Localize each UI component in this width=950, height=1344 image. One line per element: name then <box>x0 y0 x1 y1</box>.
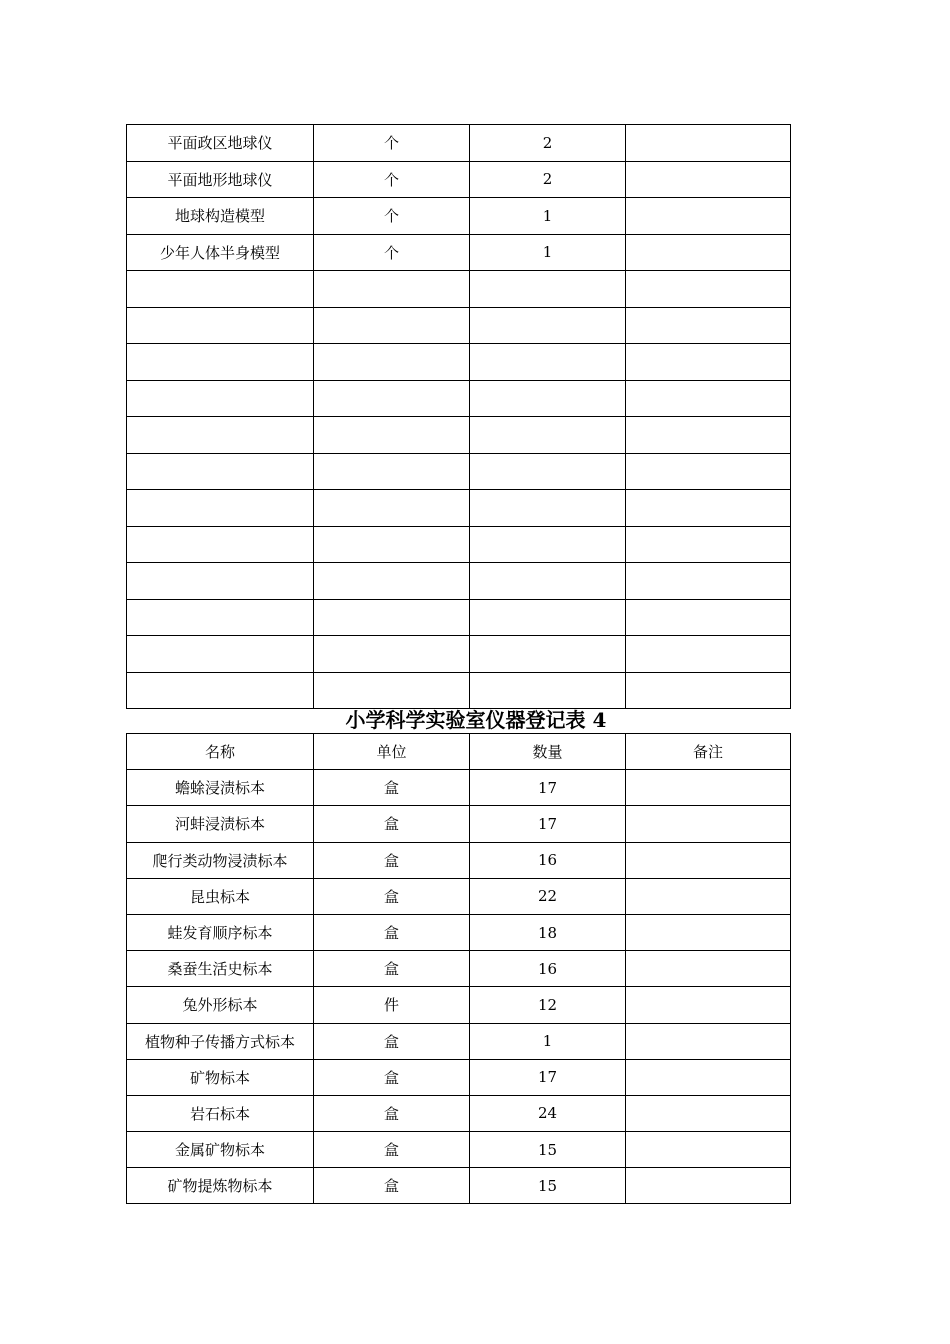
cell-unit: 盒 <box>314 951 470 987</box>
table-row <box>127 1023 791 1059</box>
cell-name: 植物种子传播方式标本 <box>127 1023 314 1059</box>
table-header <box>127 734 791 770</box>
cell-unit: 盒 <box>314 770 470 806</box>
table-row <box>127 380 791 417</box>
cell-name: 昆虫标本 <box>127 878 314 914</box>
cell-unit <box>314 271 470 308</box>
cell-remarks <box>626 806 791 842</box>
cell-name: 兔外形标本 <box>127 987 314 1023</box>
cell-quantity <box>470 453 626 490</box>
header-unit: 单位 <box>314 734 470 770</box>
cell-quantity: 15 <box>470 1132 626 1168</box>
cell-remarks <box>626 770 791 806</box>
header-remarks: 备注 <box>626 734 791 770</box>
cell-remarks <box>626 1132 791 1168</box>
cell-unit: 盒 <box>314 878 470 914</box>
cell-quantity: 1 <box>470 1023 626 1059</box>
cell-quantity: 17 <box>470 806 626 842</box>
cell-unit <box>314 672 470 709</box>
cell-unit <box>314 636 470 673</box>
header-row <box>127 734 791 770</box>
cell-remarks <box>626 307 791 344</box>
cell-remarks <box>626 599 791 636</box>
table-row <box>127 914 791 950</box>
cell-name <box>127 380 314 417</box>
cell-name <box>127 417 314 454</box>
table-row <box>127 161 791 198</box>
cell-name: 岩石标本 <box>127 1095 314 1131</box>
header-name: 名称 <box>127 734 314 770</box>
cell-remarks <box>626 234 791 271</box>
cell-remarks <box>626 380 791 417</box>
cell-unit <box>314 453 470 490</box>
cell-quantity <box>470 380 626 417</box>
table-row <box>127 1095 791 1131</box>
cell-unit <box>314 526 470 563</box>
table-row <box>127 417 791 454</box>
cell-name: 矿物提炼物标本 <box>127 1168 314 1204</box>
cell-name <box>127 672 314 709</box>
cell-remarks <box>626 198 791 235</box>
cell-quantity: 1 <box>470 234 626 271</box>
cell-quantity: 2 <box>470 125 626 162</box>
cell-remarks <box>626 271 791 308</box>
cell-name <box>127 271 314 308</box>
table-row <box>127 526 791 563</box>
cell-remarks <box>626 1168 791 1204</box>
cell-remarks <box>626 563 791 600</box>
table-row <box>127 490 791 527</box>
cell-remarks <box>626 636 791 673</box>
table-row <box>127 599 791 636</box>
cell-quantity <box>470 526 626 563</box>
cell-unit: 件 <box>314 987 470 1023</box>
table-row <box>127 1059 791 1095</box>
cell-name <box>127 453 314 490</box>
cell-unit: 盒 <box>314 842 470 878</box>
table-row <box>127 563 791 600</box>
cell-name <box>127 307 314 344</box>
cell-unit: 个 <box>314 234 470 271</box>
cell-name: 桑蚕生活史标本 <box>127 951 314 987</box>
cell-unit: 盒 <box>314 914 470 950</box>
cell-name: 平面政区地球仪 <box>127 125 314 162</box>
table-row <box>127 987 791 1023</box>
cell-name <box>127 344 314 381</box>
table-row <box>127 344 791 381</box>
cell-remarks <box>626 161 791 198</box>
cell-quantity: 1 <box>470 198 626 235</box>
cell-unit <box>314 490 470 527</box>
cell-quantity: 15 <box>470 1168 626 1204</box>
cell-unit: 盒 <box>314 1059 470 1095</box>
cell-name <box>127 599 314 636</box>
cell-remarks <box>626 914 791 950</box>
cell-unit <box>314 599 470 636</box>
cell-quantity <box>470 599 626 636</box>
table-row <box>127 770 791 806</box>
cell-quantity <box>470 271 626 308</box>
cell-remarks <box>626 1059 791 1095</box>
cell-remarks <box>626 417 791 454</box>
cell-remarks <box>626 878 791 914</box>
cell-quantity: 16 <box>470 842 626 878</box>
cell-remarks <box>626 1095 791 1131</box>
cell-quantity: 17 <box>470 770 626 806</box>
cell-remarks <box>626 987 791 1023</box>
cell-quantity <box>470 307 626 344</box>
cell-name <box>127 490 314 527</box>
table-row <box>127 672 791 709</box>
table-row <box>127 125 791 162</box>
table-title: 小学科学实验室仪器登记表 4 <box>345 708 607 732</box>
cell-unit: 盒 <box>314 1095 470 1131</box>
table-body <box>127 770 791 1204</box>
table-row <box>127 234 791 271</box>
cell-quantity <box>470 417 626 454</box>
table-row <box>127 307 791 344</box>
cell-quantity <box>470 344 626 381</box>
cell-name: 蛙发育顺序标本 <box>127 914 314 950</box>
cell-unit: 个 <box>314 161 470 198</box>
cell-quantity <box>470 636 626 673</box>
table-row <box>127 1168 791 1204</box>
cell-quantity <box>470 490 626 527</box>
cell-unit: 盒 <box>314 806 470 842</box>
equipment-table-continued <box>126 124 791 709</box>
cell-name: 金属矿物标本 <box>127 1132 314 1168</box>
cell-name <box>127 526 314 563</box>
table-row <box>127 453 791 490</box>
cell-remarks <box>626 125 791 162</box>
cell-quantity: 16 <box>470 951 626 987</box>
cell-remarks <box>626 344 791 381</box>
cell-remarks <box>626 842 791 878</box>
cell-name: 平面地形地球仪 <box>127 161 314 198</box>
cell-name: 河蚌浸渍标本 <box>127 806 314 842</box>
table-body <box>127 125 791 709</box>
table-row <box>127 271 791 308</box>
table-row <box>127 806 791 842</box>
table-row <box>127 636 791 673</box>
table-row <box>127 951 791 987</box>
cell-quantity <box>470 672 626 709</box>
cell-name <box>127 636 314 673</box>
cell-name: 地球构造模型 <box>127 198 314 235</box>
cell-unit <box>314 344 470 381</box>
cell-quantity: 12 <box>470 987 626 1023</box>
equipment-register-table-4 <box>126 733 791 1204</box>
cell-quantity: 2 <box>470 161 626 198</box>
cell-unit <box>314 417 470 454</box>
cell-unit: 个 <box>314 198 470 235</box>
cell-name: 矿物标本 <box>127 1059 314 1095</box>
cell-unit: 个 <box>314 125 470 162</box>
cell-name <box>127 563 314 600</box>
cell-unit: 盒 <box>314 1168 470 1204</box>
table-row <box>127 198 791 235</box>
cell-quantity <box>470 563 626 600</box>
cell-unit: 盒 <box>314 1132 470 1168</box>
header-quantity: 数量 <box>470 734 626 770</box>
cell-unit <box>314 563 470 600</box>
table-row <box>127 842 791 878</box>
cell-name: 蟾蜍浸渍标本 <box>127 770 314 806</box>
cell-unit: 盒 <box>314 1023 470 1059</box>
table-row <box>127 878 791 914</box>
cell-remarks <box>626 951 791 987</box>
cell-quantity: 17 <box>470 1059 626 1095</box>
table-row <box>127 1132 791 1168</box>
cell-remarks <box>626 672 791 709</box>
cell-unit <box>314 380 470 417</box>
cell-quantity: 18 <box>470 914 626 950</box>
cell-remarks <box>626 453 791 490</box>
cell-quantity: 22 <box>470 878 626 914</box>
cell-remarks <box>626 1023 791 1059</box>
cell-remarks <box>626 490 791 527</box>
cell-unit <box>314 307 470 344</box>
cell-quantity: 24 <box>470 1095 626 1131</box>
cell-remarks <box>626 526 791 563</box>
cell-name: 少年人体半身模型 <box>127 234 314 271</box>
cell-name: 爬行类动物浸渍标本 <box>127 842 314 878</box>
